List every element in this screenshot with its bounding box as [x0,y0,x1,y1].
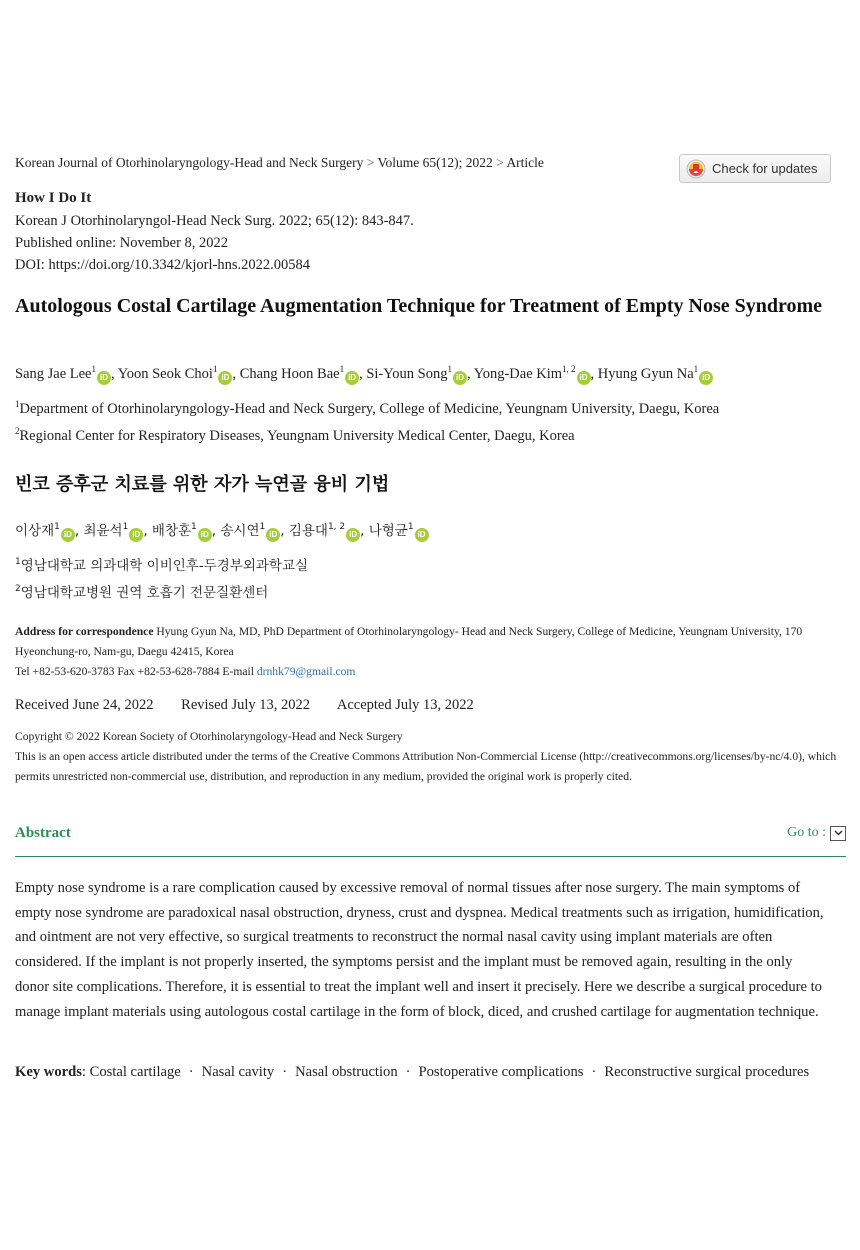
author-affiliation-sup: 1 [407,522,414,532]
affiliation-text: Department of Otorhinolaryngology-Head and Neck Surgery, College of Medicine, Yeungnam University, Daegu, Korea [19,401,720,417]
author-separator: , [111,366,118,382]
affiliation-text: Regional Center for Respiratory Diseases, Yeungnam University Medical Center, Daegu, Korea [19,428,575,444]
author-name[interactable]: Chang Hoon Bae [239,366,340,382]
keyword-separator: · [591,1064,597,1080]
correspondence-block [15,622,845,682]
author-affiliation-sup: 1 [91,364,96,374]
breadcrumb-separator: > [366,155,375,170]
affiliation-2 [15,428,575,445]
affiliation-1 [15,401,719,418]
correspondence-email-link[interactable]: drnhk79@gmail.com [256,665,356,678]
article-dates [15,697,498,714]
author-name[interactable]: 나형균 [368,523,408,539]
check-for-updates-button[interactable] [679,154,831,183]
korean-affiliation-2 [15,581,268,601]
keyword-link[interactable]: Costal cartilage [89,1064,181,1080]
goto-menu[interactable] [787,825,846,841]
correspondence-contact: Tel +82-53-620-3783 Fax +82-53-628-7884 E-mail [15,665,257,678]
orcid-icon[interactable]: iD [699,371,713,385]
author-separator: , [360,523,369,539]
affiliation-sup: 1 [15,557,21,567]
copyright-block [15,727,845,787]
author-affiliation-sup: 1 [122,522,129,532]
keyword-link[interactable]: Postoperative complications [418,1064,584,1080]
author-name[interactable]: 송시연 [220,523,260,539]
author-name[interactable]: 이상재 [15,523,55,539]
orcid-icon[interactable]: iD [266,528,280,542]
accepted-date: Accepted July 13, 2022 [336,697,474,713]
goto-label: Go to : [787,825,826,840]
keyword-link[interactable]: Nasal cavity [201,1064,275,1080]
abstract-divider [15,856,846,857]
orcid-icon[interactable]: iD [129,528,143,542]
author-name[interactable]: Sang Jae Lee [15,366,92,382]
breadcrumb-separator: > [496,155,504,170]
license-text: This is an open access article distributed under the terms of the Creative Commons Attribution Non-Commercial License (http://creativecommons.org/licenses/by-nc/4.0), which permits unrestricted non-commercial use, distribution, and reproduction in any medium, provided the original work is properly cited. [15,750,837,783]
citation: Korean J Otorhinolaryngol-Head Neck Surg. 2022; 65(12): 843-847. [15,213,414,229]
orcid-icon[interactable]: iD [415,528,429,542]
author-name[interactable]: 김용대 [288,523,328,539]
author-separator: , [211,523,221,539]
author-name[interactable]: Yong-Dae Kim [473,366,563,382]
affiliation-sup: 2 [15,426,20,436]
orcid-icon[interactable]: iD [577,371,591,385]
korean-affiliation-1 [15,554,308,574]
korean-author-list [15,519,429,542]
breadcrumb-journal-link[interactable]: Korean Journal of Otorhinolaryngology-Head and Neck Surgery [15,155,364,170]
doi-link[interactable]: https://doi.org/10.3342/kjorl-hns.2022.00584 [48,257,310,273]
revised-date: Revised July 13, 2022 [181,697,311,713]
keywords [15,1062,830,1082]
author-name[interactable]: Hyung Gyun Na [597,366,694,382]
author-separator: , [143,523,152,539]
author-separator: , [359,366,367,382]
author-name[interactable]: Si-Youn Song [366,366,448,382]
keyword-separator: · [282,1064,288,1080]
author-affiliation-sup: 1 [447,364,452,374]
keyword-separator: · [188,1064,194,1080]
article-title: Autologous Costal Cartilage Augmentation Technique for Treatment of Empty Nose Syndrome [15,295,823,317]
doi-label: DOI: [15,257,49,273]
orcid-icon[interactable]: iD [345,371,359,385]
author-affiliation-sup: 1 [212,364,218,374]
orcid-icon[interactable]: iD [61,528,75,542]
author-name[interactable]: Yoon Seok Choi [117,366,213,382]
author-name[interactable]: 배창훈 [151,523,192,539]
orcid-icon[interactable]: iD [453,371,467,385]
correspondence-label: Address for correspondence [15,625,154,638]
breadcrumb [15,155,544,171]
korean-title: 빈코 증후군 치료를 위한 자가 늑연골 융비 기법 [15,474,390,495]
check-updates-label: Check for updates [712,161,818,176]
keyword-separator: · [405,1064,411,1080]
check-updates-icon [686,159,706,179]
correspondence-address: Hyung Gyun Na, MD, PhD Department of Otorhinolaryngology- Head and Neck Surgery, College of Medicine, Yeungnam University, 170 Hyeonchung-ro, Nam-gu, Daegu 42415, Korea [15,625,803,658]
author-affiliation-sup: 1 [191,522,197,532]
author-affiliation-sup: 1, 2 [562,364,576,374]
author-separator: , [232,366,240,382]
author-affiliation-sup: 1 [259,522,266,532]
affiliation-text: 영남대학교 의과대학 이비인후-두경부외과학교실 [20,558,309,574]
keywords-colon: : [81,1064,90,1080]
author-separator: , [466,366,474,382]
author-name[interactable]: 최윤석 [83,523,123,539]
article-section-type: How I Do It [15,190,92,206]
orcid-icon[interactable]: iD [218,371,232,385]
author-separator: , [590,366,598,382]
abstract-text: Empty nose syndrome is a rare complication caused by excessive removal of normal tissues after nose surgery. The main symptoms of empty nose syndrome are paradoxical nasal obstruction, dryness, crust and dyspnea. Medical treatments such as irrigation, humidification, and ointment are not very effective, so surgical treatments to reconstruct the normal nasal cavity using implant materials are often considered. If the implant is not properly inserted, the symptoms persist and the implant must be removed again, resulting in the only donor site complications. Therefore, it is essential to treat the implant well and insert it precisely. Here we describe a surgical procedure to manage implant materials using autologous costal cartilage in the form of block, diced, and crushed cartilage for augmentation technique. [15,880,824,1020]
received-date: Received June 24, 2022 [15,697,154,713]
affiliation-sup: 2 [15,584,21,594]
chevron-down-icon[interactable] [830,826,846,841]
author-affiliation-sup: 1 [693,364,699,374]
author-list [15,366,713,385]
affiliation-sup: 1 [15,399,20,409]
doi-line [15,257,310,274]
keywords-label: Key words [15,1064,82,1080]
affiliation-text: 영남대학교병원 권역 호흡기 전문질환센터 [20,585,269,601]
keyword-link[interactable]: Nasal obstruction [295,1064,398,1080]
orcid-icon[interactable]: iD [346,528,360,542]
author-separator: , [280,523,289,539]
copyright-line: Copyright © 2022 Korean Society of Otorhinolaryngology-Head and Neck Surgery [15,730,403,743]
abstract-heading: Abstract [15,825,71,841]
published-date: Published online: November 8, 2022 [15,235,229,251]
author-affiliation-sup: 1 [339,364,345,374]
keyword-link[interactable]: Reconstructive surgical procedures [604,1064,810,1080]
breadcrumb-volume-link[interactable]: Volume 65(12); 2022 [377,155,493,170]
author-affiliation-sup: 1 [54,522,60,532]
breadcrumb-article: Article [506,155,544,170]
author-affiliation-sup: 1, 2 [327,522,346,532]
orcid-icon[interactable]: iD [97,371,111,385]
author-separator: , [74,523,84,539]
orcid-icon[interactable]: iD [198,528,212,542]
